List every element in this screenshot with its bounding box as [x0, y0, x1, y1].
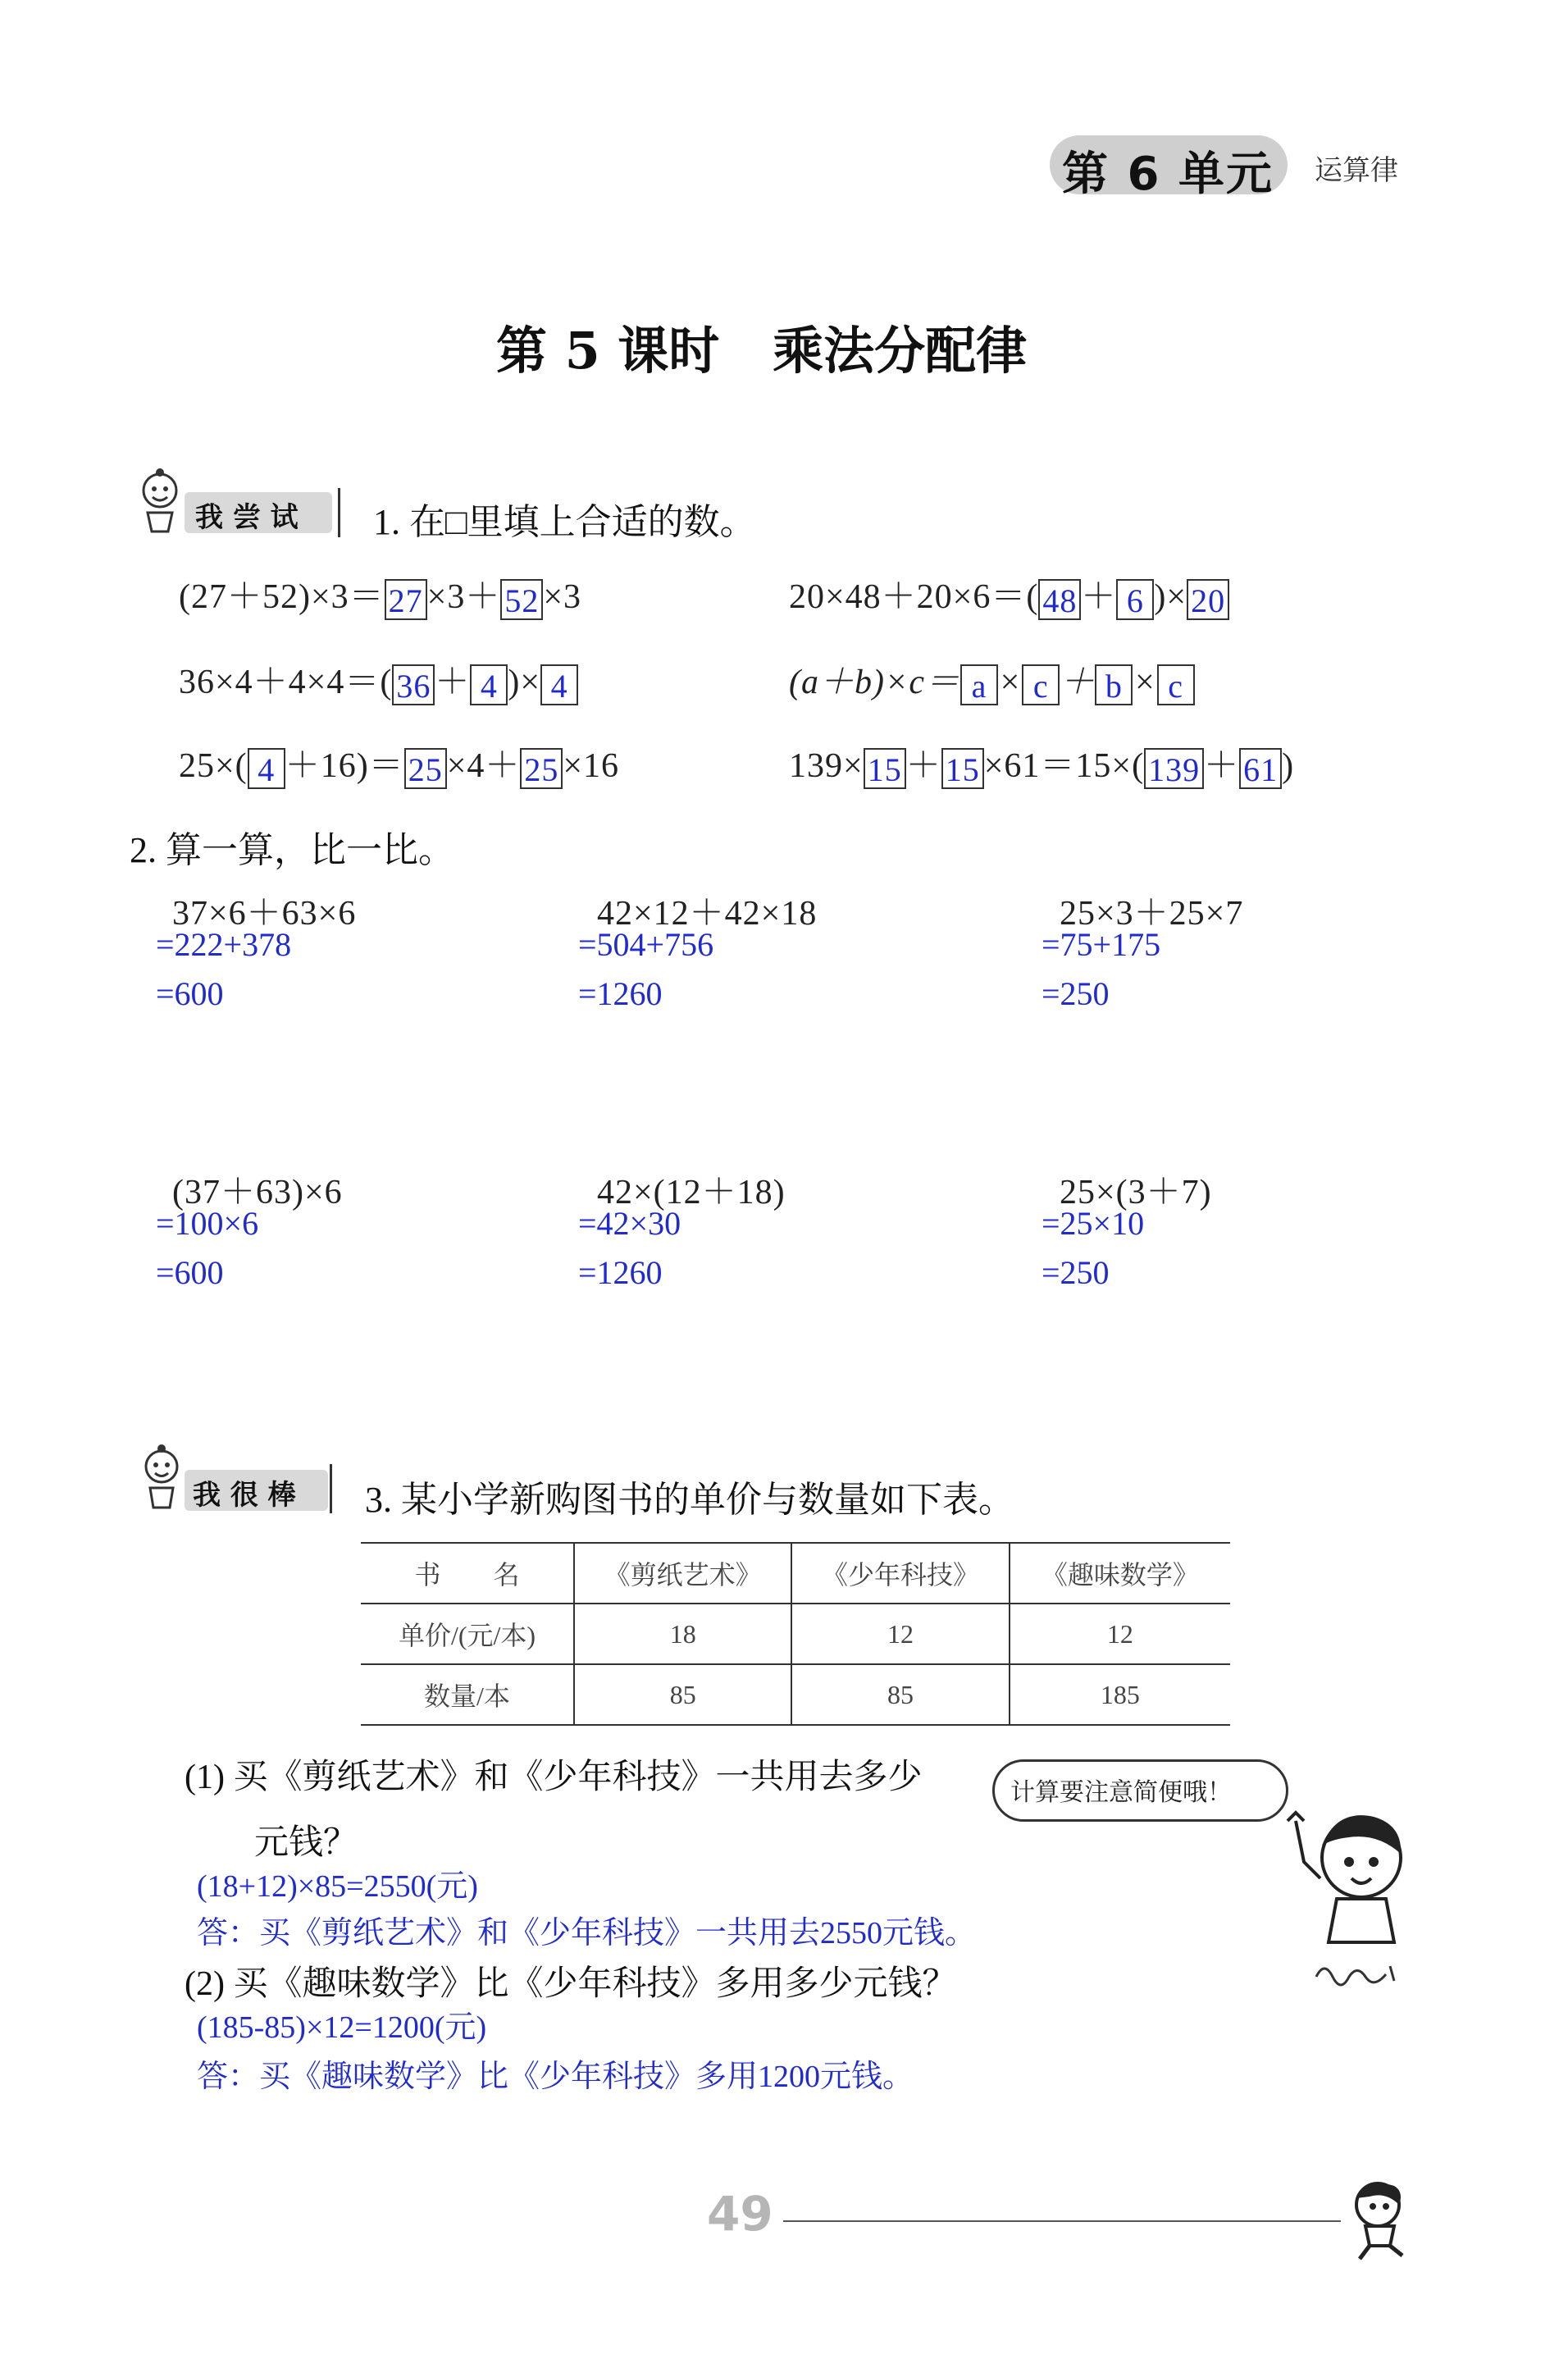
- mascot-icon: [135, 1444, 189, 1509]
- answer-box[interactable]: 20: [1187, 579, 1229, 620]
- lesson-title: 第 5 课时 乘法分配律: [496, 321, 1028, 381]
- answer-box[interactable]: 25: [404, 748, 447, 789]
- badge-divider: [330, 1464, 332, 1513]
- q1-row2-right: (a＋b)×c＝ a × c ＋ b × c: [789, 655, 1195, 705]
- q2-bottom-step2-1: =600: [156, 1254, 224, 1291]
- q3-part1-line2: 元钱？: [254, 1824, 358, 1862]
- answer-box[interactable]: b: [1095, 664, 1133, 705]
- table-cell: 185: [1010, 1664, 1230, 1725]
- table-cell: 12: [791, 1604, 1009, 1664]
- q1-row3-left: 25×( 4 ＋16)＝ 25 ×4＋ 25 ×16: [179, 747, 620, 789]
- q2-top-expr-3: 25×3＋25×7: [1060, 895, 1244, 933]
- answer-box[interactable]: 48: [1038, 579, 1081, 620]
- q2-bottom-step2-2: =1260: [578, 1254, 663, 1291]
- table-cell: 85: [574, 1664, 791, 1725]
- q2-bottom-expr-2: 42×(12＋18): [597, 1174, 786, 1211]
- q2-bottom-step1-3: =25×10: [1042, 1205, 1145, 1242]
- q1-row3-right: 139× 15 ＋ 15 ×61＝15×( 139 ＋ 61 ): [789, 747, 1295, 789]
- q3-part1-line1: (1) 买《剪纸艺术》和《少年科技》一共用去多少: [185, 1759, 923, 1796]
- table-cell: 18: [574, 1604, 791, 1664]
- table-cell: 12: [1010, 1604, 1230, 1664]
- table-cell: 单价/(元/本): [361, 1604, 574, 1664]
- q3-part2-question: (2) 买《趣味数学》比《少年科技》多用多少元钱？: [185, 1965, 957, 2003]
- answer-box[interactable]: 61: [1239, 748, 1282, 789]
- books-table: [361, 1542, 1230, 1726]
- q3-part1-answer: 答：买《剪纸艺术》和《少年科技》一共用去2550元钱。: [197, 1916, 977, 1950]
- answer-box[interactable]: 36: [392, 664, 435, 705]
- table-row: [361, 1664, 1230, 1725]
- q2-top-expr-1: 37×6＋63×6: [172, 895, 357, 933]
- q2-top-step1-1: =222+378: [156, 926, 292, 963]
- table-header-cell: 书 名: [361, 1543, 574, 1604]
- q2-top-step1-2: =504+756: [578, 926, 714, 963]
- answer-box[interactable]: 4: [248, 748, 285, 789]
- q2-top-step1-3: =75+175: [1042, 926, 1161, 963]
- answer-box[interactable]: 27: [385, 579, 427, 620]
- table-header-cell: 《趣味数学》: [1010, 1543, 1230, 1604]
- q3-part2-calc: (185-85)×12=1200(元): [197, 2010, 487, 2045]
- table-header-cell: 《剪纸艺术》: [574, 1543, 791, 1604]
- page-number: 49: [707, 2186, 773, 2242]
- badge-divider: [338, 488, 340, 537]
- mascot-icon: [131, 468, 189, 533]
- signature-scribble: [1312, 1956, 1402, 1989]
- boy-character-icon: [1279, 1796, 1419, 1944]
- answer-box[interactable]: 52: [500, 579, 543, 620]
- q2-bottom-step2-3: =250: [1042, 1254, 1110, 1291]
- table-header-cell: 《少年科技》: [791, 1543, 1009, 1604]
- running-character-icon: [1337, 2174, 1427, 2264]
- table-row: [361, 1543, 1230, 1604]
- table-cell: 数量/本: [361, 1664, 574, 1725]
- answer-box[interactable]: 4: [470, 664, 508, 705]
- q2-bottom-expr-3: 25×(3＋7): [1060, 1174, 1212, 1211]
- table-cell: 85: [791, 1664, 1009, 1725]
- answer-box[interactable]: 4: [540, 664, 578, 705]
- q2-top-expr-2: 42×12＋42×18: [597, 895, 818, 933]
- q2-top-step2-1: =600: [156, 975, 224, 1012]
- q2-bottom-step1-1: =100×6: [156, 1205, 259, 1242]
- answer-box[interactable]: 15: [941, 748, 984, 789]
- answer-box[interactable]: 6: [1116, 579, 1154, 620]
- q1-row1-right: 20×48＋20×6＝( 48 ＋ 6 )× 20: [789, 569, 1229, 620]
- q3-part2-answer: 答：买《趣味数学》比《少年科技》多用1200元钱。: [197, 2060, 914, 2094]
- answer-box[interactable]: c: [1157, 664, 1195, 705]
- q2-top-step2-3: =250: [1042, 975, 1110, 1012]
- q1-title: 1. 在□里填上合适的数。: [373, 502, 756, 542]
- unit-header: 第 6 单元: [1062, 148, 1274, 201]
- badge-try-label: 我 尝 试: [195, 501, 299, 534]
- speech-text: 计算要注意简便哦！: [1010, 1778, 1232, 1807]
- answer-box[interactable]: a: [960, 664, 998, 705]
- unit-subtitle: 运算律: [1315, 154, 1398, 187]
- badge-great-label: 我 很 棒: [193, 1479, 296, 1512]
- q1-row2-left: 36×4＋4×4＝( 36 ＋ 4 )× 4: [179, 655, 578, 705]
- q2-top-step2-2: =1260: [578, 975, 663, 1012]
- q1-row1-left: (27＋52)×3＝ 27 ×3＋ 52 ×3: [179, 578, 582, 620]
- footer-rule: [783, 2220, 1341, 2222]
- q2-title: 2. 算一算，比一比。: [130, 830, 454, 870]
- q3-title: 3. 某小学新购图书的单价与数量如下表。: [365, 1480, 1014, 1520]
- answer-box[interactable]: 25: [520, 748, 563, 789]
- q2-bottom-expr-1: (37＋63)×6: [172, 1174, 343, 1211]
- q3-part1-calc: (18+12)×85=2550(元): [197, 1869, 478, 1904]
- q2-bottom-step1-2: =42×30: [578, 1205, 681, 1242]
- answer-box[interactable]: 139: [1144, 748, 1204, 789]
- answer-box[interactable]: c: [1022, 664, 1060, 705]
- table-row: [361, 1604, 1230, 1664]
- answer-box[interactable]: 15: [864, 748, 906, 789]
